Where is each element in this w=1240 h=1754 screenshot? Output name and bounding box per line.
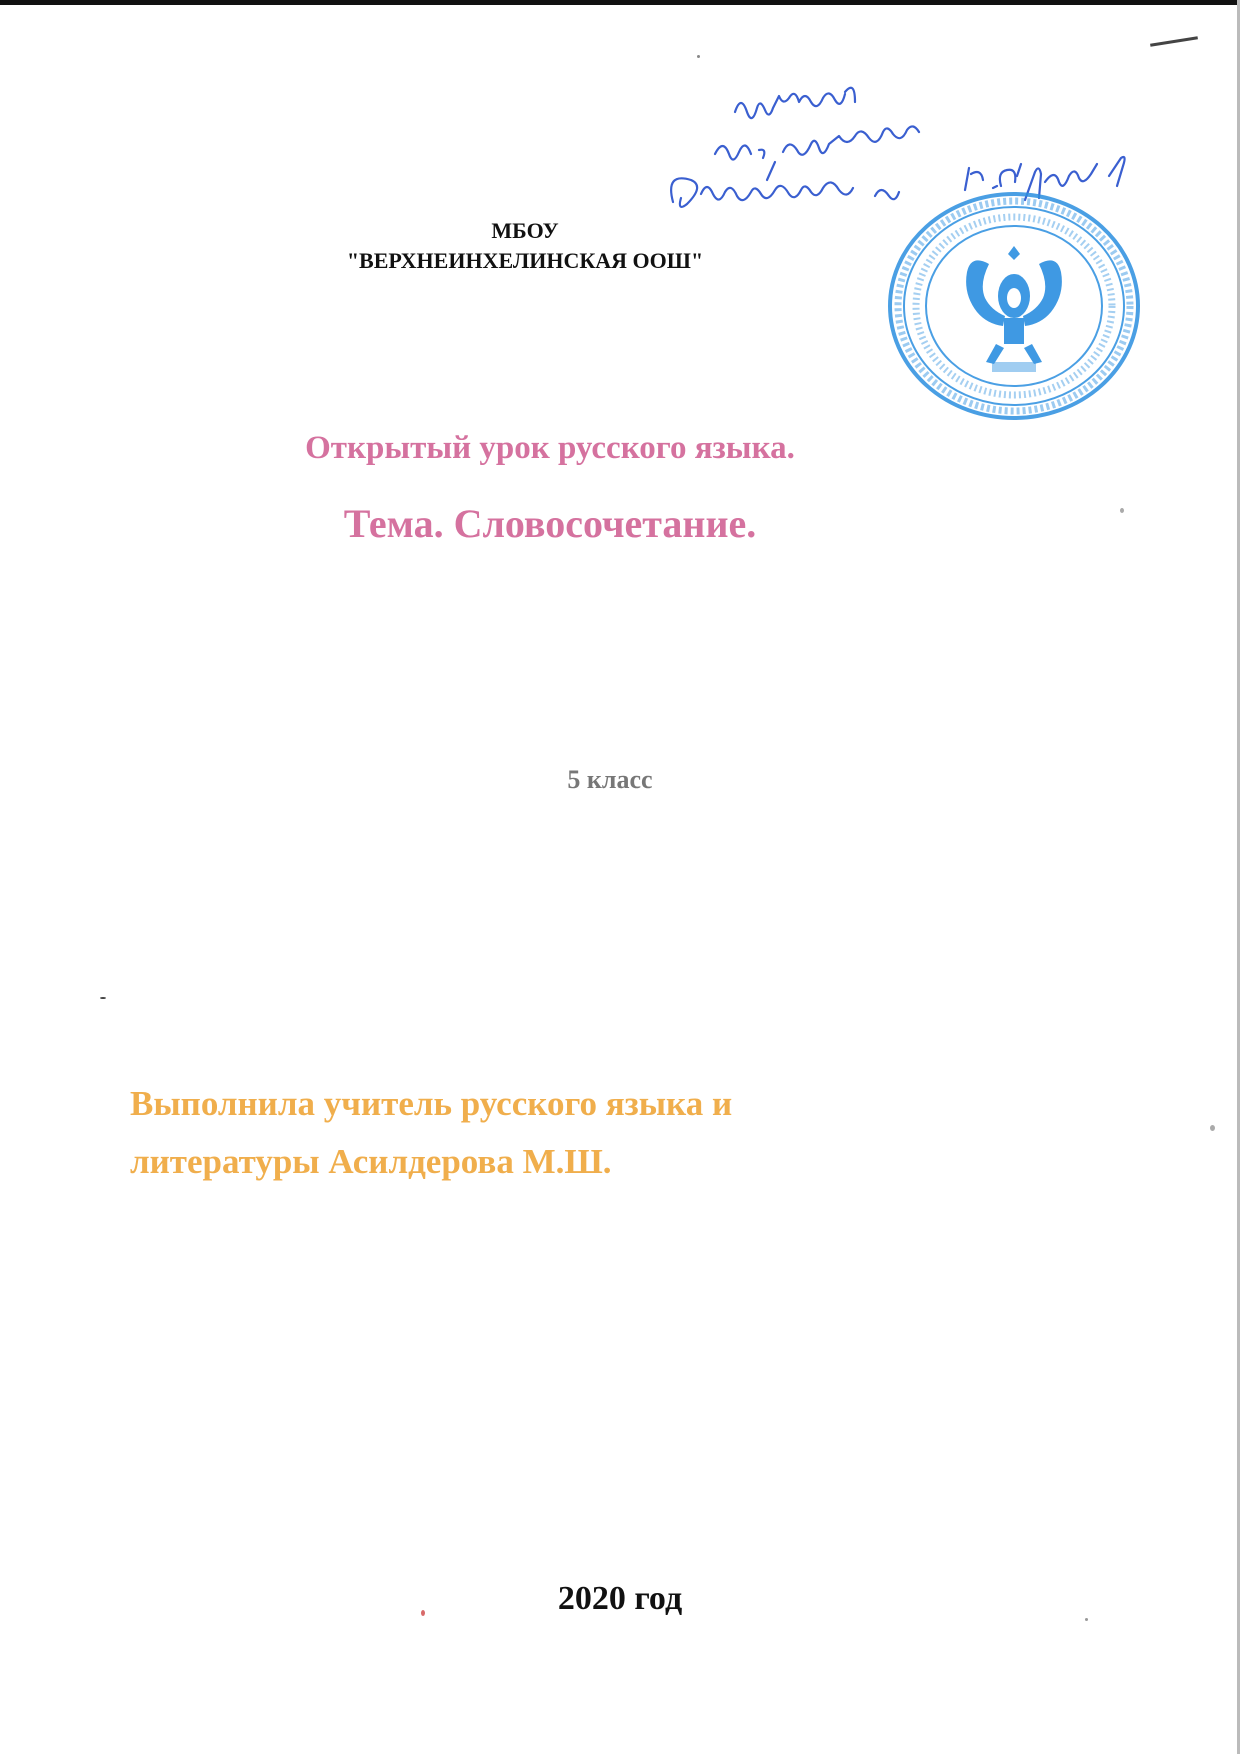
lesson-title: Открытый урок русского языка. (305, 430, 795, 466)
org-type: МБОУ (491, 218, 559, 243)
scan-dust (697, 55, 700, 58)
scan-dust (421, 1610, 425, 1616)
author-line-2: литературы Асилдерова М.Ш. (130, 1142, 612, 1181)
scan-top-edge (0, 0, 1240, 5)
scan-dust (1120, 508, 1124, 513)
scan-dust (100, 997, 106, 999)
scan-dust (1085, 1618, 1088, 1621)
school-name: "ВЕРХНЕИНХЕЛИНСКАЯ ООШ" (346, 248, 704, 273)
lesson-topic: Тема. Словосочетание. (343, 501, 757, 546)
author-line-1: Выполнила учитель русского языка и (130, 1084, 733, 1123)
grade-label: 5 класс (567, 765, 653, 794)
scan-dust (1210, 1125, 1215, 1131)
scan-mark (1150, 36, 1198, 46)
author-block (130, 1075, 1010, 1191)
official-round-stamp (884, 186, 1144, 426)
year-label: 2020 год (557, 1580, 683, 1617)
